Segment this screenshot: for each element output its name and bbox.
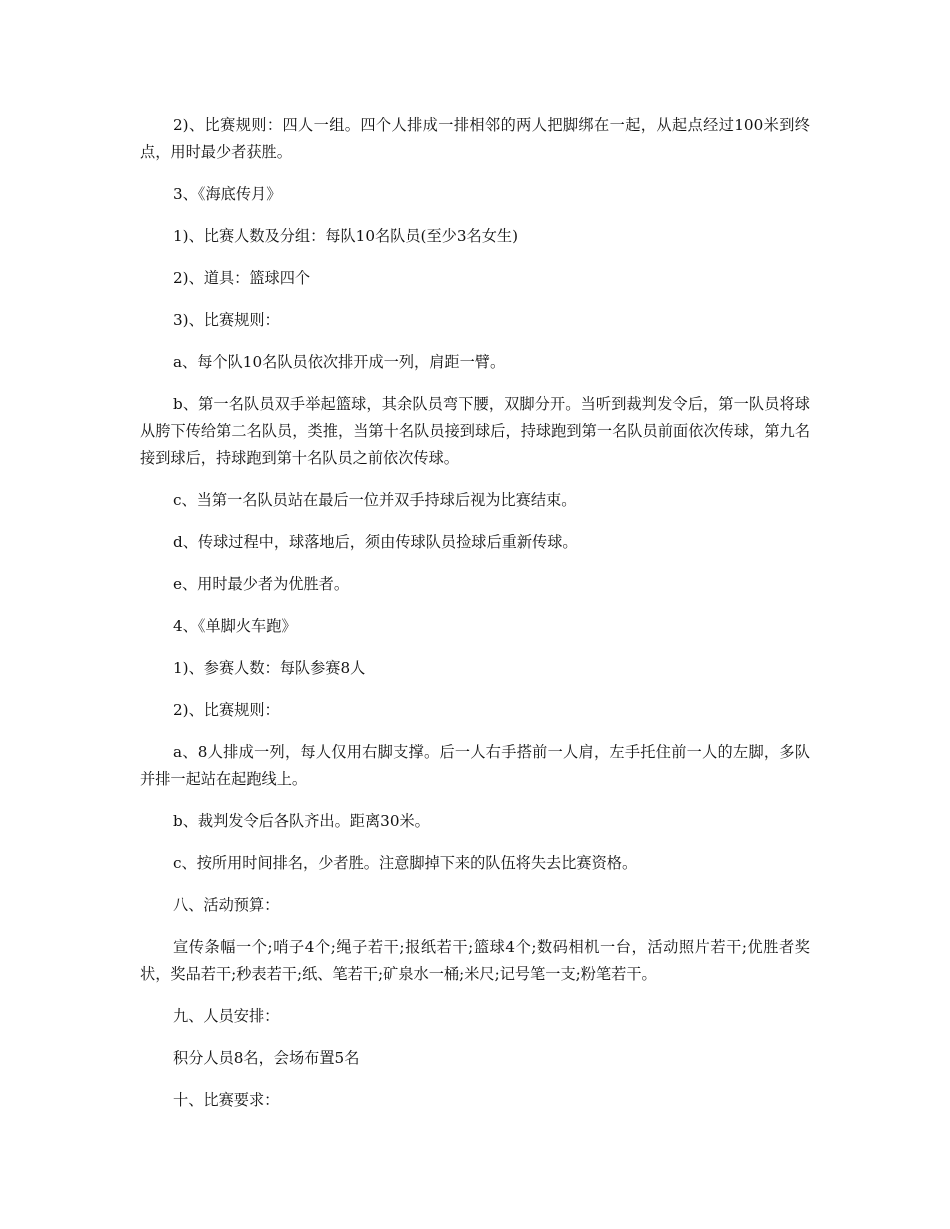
- section-heading-4: 4、《单脚火车跑》: [173, 617, 297, 635]
- section-heading-3: 3、《海底传月》: [173, 185, 282, 203]
- rule-item: a、每个队10名队员依次排开成一列，肩距一臂。: [173, 353, 506, 371]
- section-heading-requirements: 十、比赛要求：: [173, 1091, 280, 1109]
- section-heading-budget: 八、活动预算：: [173, 896, 280, 914]
- rule-item: 1)、比赛人数及分组：每队10名队员(至少3名女生): [173, 227, 518, 245]
- rule-item: d、传球过程中，球落地后，须由传球队员捡球后重新传球。: [173, 533, 578, 551]
- rule-paragraph: 2)、比赛规则：四人一组。四个人排成一排相邻的两人把脚绑在一起，从起点经过100米到终点，用时最少者获胜。: [140, 116, 810, 161]
- rule-item: 2)、比赛规则：: [173, 701, 280, 719]
- rule-item: a、8人排成一列，每人仅用右脚支撑。后一人右手搭前一人肩，左手托住前一人的左脚，多队并排一起站在起跑线上。: [140, 743, 810, 788]
- rule-item: c、当第一名队员站在最后一位并双手持球后视为比赛结束。: [173, 491, 577, 509]
- staff-paragraph: 积分人员8名，会场布置5名: [173, 1049, 360, 1067]
- rule-item: c、按所用时间排名，少者胜。注意脚掉下来的队伍将失去比赛资格。: [173, 854, 638, 872]
- budget-paragraph: 宣传条幅一个;哨子4个;绳子若干;报纸若干;篮球4个;数码相机一台，活动照片若干;优胜者奖状，奖品若干;秒表若干;纸、笔若干;矿泉水一桶;米尺;记号笔一支;粉笔若干。: [140, 938, 810, 983]
- rule-item: b、第一名队员双手举起篮球，其余队员弯下腰，双脚分开。当听到裁判发令后，第一队员将球从胯下传给第二名队员，类推，当第十名队员接到球后，持球跑到第一名队员前面依次传球，第九名接到球后，持球跑到第十名队员之前依次传球。: [140, 395, 810, 467]
- rule-item: 2)、道具：篮球四个: [173, 269, 311, 287]
- rule-item: e、用时最少者为优胜者。: [173, 575, 350, 593]
- rule-item: 3)、比赛规则：: [173, 311, 280, 329]
- rule-item: 1)、参赛人数：每队参赛8人: [173, 659, 366, 677]
- document-page: [140, 112, 810, 1129]
- section-heading-staff: 九、人员安排：: [173, 1007, 280, 1025]
- rule-item: b、裁判发令后各队齐出。距离30米。: [173, 812, 430, 830]
